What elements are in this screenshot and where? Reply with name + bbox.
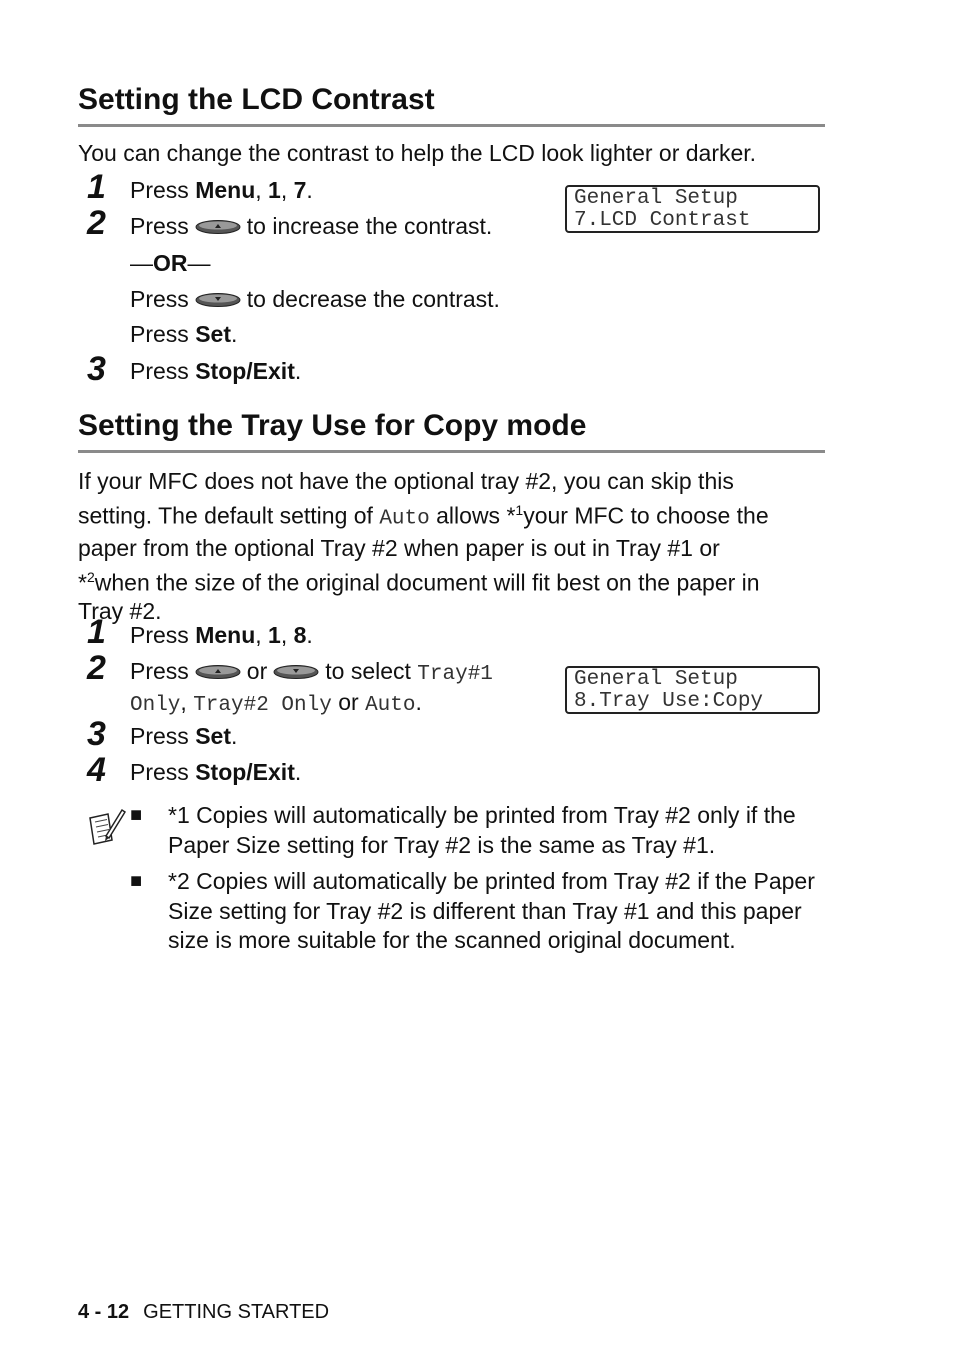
- step-number: 2: [87, 649, 106, 687]
- step-text: Press to increase the contrast.: [130, 212, 492, 242]
- intro-line: paper from the optional Tray #2 when paper is out in Tray #1 or: [78, 534, 720, 561]
- note-pencil-icon: [86, 806, 126, 846]
- down-arrow-button-icon: [273, 658, 319, 687]
- lcd-line: 7.LCD Contrast: [574, 209, 751, 232]
- step-text: Press Menu, 1, 7.: [130, 177, 313, 203]
- step-text: Press or to select Tray#1: [130, 658, 493, 686]
- step-number: 3: [87, 715, 106, 753]
- note-text: *2 Copies will automatically be printed from Tray #2 if the Paper Size setting for Tray #2 is different than Tray #1 and this paper size is more suitable for the scanned original document.: [168, 868, 815, 953]
- lcd-display: [565, 666, 820, 714]
- step-number: 3: [87, 350, 106, 388]
- footer-title: GETTING STARTED: [143, 1301, 330, 1323]
- step-text: Press Menu, 1, 8.: [130, 622, 313, 648]
- step-number: 1: [87, 168, 106, 206]
- step-number: 1: [87, 613, 106, 651]
- step-text: Press Set.: [130, 723, 238, 749]
- up-arrow-button-icon: [195, 658, 241, 687]
- intro-line: setting. The default setting of Auto allows *$^1$your MFC to choose the: [78, 502, 769, 531]
- heading-rule: [78, 124, 825, 127]
- step-text: Press Stop/Exit.: [130, 759, 302, 785]
- bullet-marker: ■: [130, 804, 143, 826]
- section-heading-tray-use: Setting the Tray Use for Copy mode: [78, 409, 587, 442]
- up-arrow-button-icon: [195, 213, 241, 242]
- intro-line: Tray #2.: [78, 598, 162, 625]
- note-text: *1 Copies will automatically be printed from Tray #2 only if the Paper Size setting for Tray #2 is the same as Tray #1.: [168, 802, 796, 858]
- step-text: Press Stop/Exit.: [130, 358, 302, 384]
- lcd-line: General Setup: [574, 668, 738, 691]
- lcd-display: [565, 185, 820, 233]
- page-number: 4 - 12: [78, 1301, 130, 1323]
- step-number: 2: [87, 204, 106, 242]
- section-heading-lcd-contrast: Setting the LCD Contrast: [78, 83, 435, 116]
- intro-line: *$^2$when the size of the original document will fit best on the paper in: [78, 568, 760, 596]
- intro-line: If your MFC does not have the optional tray #2, you can skip this: [78, 468, 734, 494]
- step-text: Press Set.: [130, 321, 238, 347]
- lcd-line: 8.Tray Use:Copy: [574, 690, 764, 713]
- step-number: 4: [87, 751, 106, 789]
- or-separator: —OR—: [130, 250, 211, 276]
- intro-paragraph: [78, 467, 838, 626]
- step-text: Only, Tray#2 Only or Auto.: [130, 689, 422, 717]
- bullet-marker: ■: [130, 870, 143, 892]
- down-arrow-button-icon: [195, 286, 241, 315]
- lcd-line: General Setup: [574, 187, 738, 210]
- heading-rule: [78, 450, 825, 453]
- page-footer: [78, 1300, 329, 1324]
- step-text: Press to decrease the contrast.: [130, 285, 500, 315]
- intro-text: You can change the contrast to help the LCD look lighter or darker.: [78, 140, 757, 166]
